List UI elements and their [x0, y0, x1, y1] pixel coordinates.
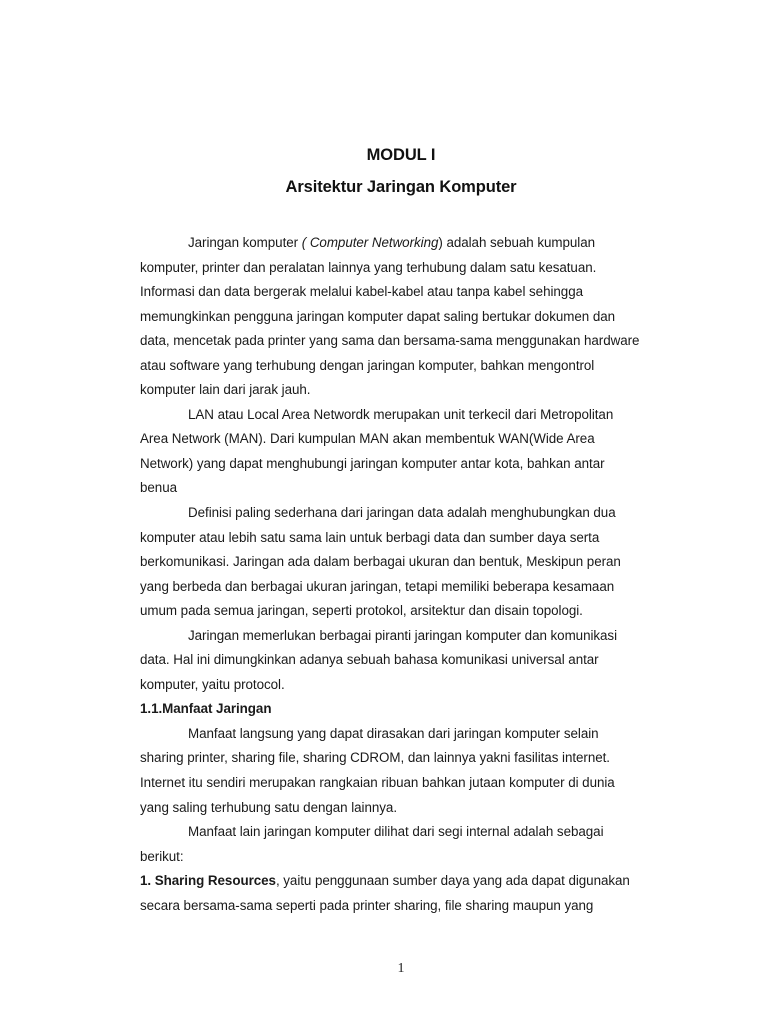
text-line: [140, 575, 668, 600]
text-run: memungkinkan pengguna jaringan komputer dapat saling bertukar dokumen dan: [140, 308, 616, 324]
text-line: [140, 845, 668, 870]
text-line: [140, 796, 668, 821]
bold-text: 1. Sharing Resources: [140, 873, 276, 889]
text-line: [140, 599, 668, 624]
text-line: [140, 403, 668, 428]
text-run: , yaitu penggunaan sumber daya yang ada dapat digunakan: [275, 873, 630, 889]
text-run: Informasi dan data bergerak melalui kabel-kabel atau tanpa kabel sehingga: [140, 284, 583, 300]
body-text: [140, 231, 668, 918]
text-line: [140, 624, 668, 649]
text-run: Definisi paling sederhana dari jaringan data adalah menghubungkan dua: [188, 505, 616, 521]
text-run: yang saling terhubung satu dengan lainnya.: [140, 799, 397, 815]
page-number: 1: [397, 961, 405, 976]
text-line: [140, 231, 668, 256]
text-line: [140, 280, 668, 305]
text-line: [140, 673, 668, 698]
text-line: [140, 427, 668, 452]
chapter-title: Arsitektur Jaringan Komputer: [285, 178, 517, 196]
text-run: benua: [140, 480, 177, 496]
text-run: Network) yang dapat menghubungi jaringan komputer antar kota, bahkan antar: [140, 455, 605, 471]
text-line: [140, 501, 668, 526]
text-run: data. Hal ini dimungkinkan adanya sebuah bahasa komunikasi universal antar: [140, 652, 599, 668]
text-line: [140, 894, 668, 919]
text-run: sharing printer, sharing file, sharing CDROM, dan lainnya yakni fasilitas internet.: [140, 750, 610, 766]
text-line: [140, 452, 668, 477]
bold-text: 1.1.Manfaat Jaringan: [140, 701, 272, 717]
italic-text: ( Computer Networking: [301, 235, 439, 250]
text-line: [140, 476, 668, 501]
module-heading: MODUL I: [366, 146, 436, 164]
text-line: [140, 354, 668, 379]
text-line: [140, 771, 668, 796]
text-line: [140, 869, 668, 894]
text-run: atau software yang terhubung dengan jaringan komputer, bahkan mengontrol: [140, 357, 595, 373]
text-run: Manfaat langsung yang dapat dirasakan dari jaringan komputer selain: [188, 725, 599, 741]
text-run: umum pada semua jaringan, seperti protokol, arsitektur dan disain topologi.: [140, 603, 583, 619]
text-line: [140, 550, 668, 575]
text-run: Internet itu sendiri merupakan rangkaian ribuan bahkan jutaan komputer di dunia: [140, 775, 615, 791]
text-run: Manfaat lain jaringan komputer dilihat dari segi internal adalah sebagai: [188, 824, 604, 840]
text-line: [140, 722, 668, 747]
text-run: ) adalah sebuah kumpulan: [438, 235, 595, 250]
text-run: Area Network (MAN). Dari kumpulan MAN akan membentuk WAN(Wide Area: [140, 431, 595, 447]
text-run: komputer, printer dan peralatan lainnya yang terhubung dalam satu kesatuan.: [140, 259, 597, 275]
text-run: Jaringan komputer: [188, 235, 302, 250]
text-line: [140, 697, 668, 722]
text-line: [140, 378, 668, 403]
text-run: secara bersama-sama seperti pada printer sharing, file sharing maupun yang: [140, 897, 594, 913]
text-line: [140, 648, 668, 673]
text-line: [140, 256, 668, 281]
text-run: LAN atau Local Area Networdk merupakan unit terkecil dari Metropolitan: [188, 406, 614, 422]
text-run: komputer atau lebih satu sama lain untuk berbagi data dan sumber daya serta: [140, 529, 600, 545]
text-run: berkomunikasi. Jaringan ada dalam berbagai ukuran dan bentuk, Meskipun peran: [140, 554, 621, 570]
text-run: Jaringan memerlukan berbagai piranti jaringan komputer dan komunikasi: [188, 627, 618, 643]
text-run: data, mencetak pada printer yang sama dan bersama-sama menggunakan hardware: [140, 333, 640, 349]
text-line: [140, 820, 668, 845]
text-run: komputer, yaitu protocol.: [140, 676, 285, 692]
text-run: yang berbeda dan berbagai ukuran jaringan, tetapi memiliki beberapa kesamaan: [140, 578, 615, 594]
text-line: [140, 305, 668, 330]
text-line: [140, 526, 668, 551]
text-line: [140, 329, 668, 354]
text-run: komputer lain dari jarak jauh.: [140, 382, 311, 398]
text-run: berikut:: [140, 848, 184, 864]
text-line: [140, 746, 668, 771]
